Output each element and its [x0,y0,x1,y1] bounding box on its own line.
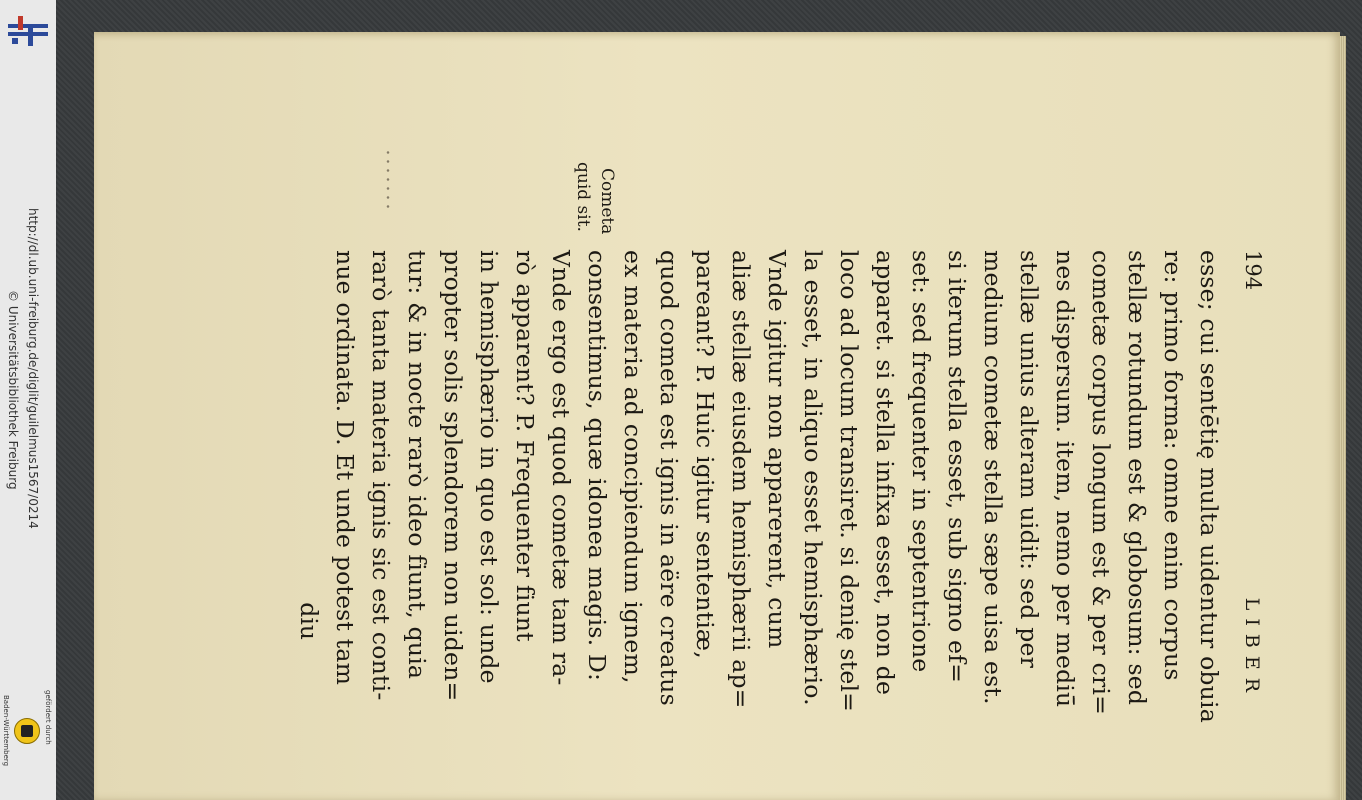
running-head: LIBER [1241,597,1263,700]
catchword: diu [295,602,323,640]
text-line: rarò tanta materia ignis sic est conti- [367,250,395,701]
text-line: tur: & in nocte rarò ideo fiunt, quia [403,250,431,680]
page-header [1231,250,1265,740]
text-line: nes dispersum. item, nemo per mediū̄ [1051,250,1079,708]
text-line: in hemisphærio in quo est sol: unde [475,250,503,684]
text-line: set: sed frequenter in septentrione [907,250,935,673]
margin-note-line-1: Cometa [597,168,617,235]
text-line: rò apparent? P. Frequenter fiunt [511,250,539,642]
coat-of-arms-icon [14,718,40,744]
text-line: nue ordinata. D. Et unde potest tam [331,250,359,686]
margin-note-line-2: quid sit. [573,162,593,232]
copyright-notice: © Universitätsbibliothek Freiburg [6,290,20,490]
text-line: apparet. si stella infixa esset, non de [871,250,899,696]
funded-by-label: gefördert durch [44,690,52,745]
text-line: pareant? P. Huic igitur sententiæ, [691,250,719,659]
text-line: stellæ unius alteram uidit: sed per [1015,250,1043,669]
text-line: loco ad locum transiret. si denię stel= [835,250,863,713]
page-edges [1340,36,1346,800]
show-through-marks [386,148,390,208]
source-url[interactable]: http://dl.ub.uni-freiburg.de/diglit/guilelmus1567/0214 [26,208,40,529]
page-number: 194 [1241,250,1265,291]
funder-name: Baden-Württemberg [2,695,10,767]
text-line: propter solis splendorem non uiden= [439,250,467,702]
text-line: consentimus, quæ idonea magis. D: [583,250,611,682]
text-line: stellæ rotundum est & globosum: sed [1123,250,1151,706]
text-line: si iterum stella esset, sub signo ef= [943,250,971,684]
text-line: cometæ corpus longum est & per cri= [1087,250,1115,716]
university-logo [4,10,48,50]
body-text [327,250,1227,740]
text-line: medium cometæ stella sæpe uisa est. [979,250,1007,705]
text-line: Vnde ergo est quod cometæ tam ra- [547,250,575,686]
text-line: re: primo forma: omne enim corpus [1159,250,1187,681]
page-text-block [291,250,1265,740]
text-line: quod cometa est ignis in aëre creatus [655,250,683,706]
library-sidebar [0,0,57,800]
text-line: esse; cui sentētię multa uidentur obuia [1195,250,1223,723]
text-line: aliæ stellæ eiusdem hemisphærii ap= [727,250,755,709]
text-line: ex materia ad concipiendum ignem, [619,250,647,684]
text-line: Vnde igitur non apparerent, cum [763,250,791,649]
text-line: la esset, in aliquo esset hemisphærio. [799,250,827,706]
